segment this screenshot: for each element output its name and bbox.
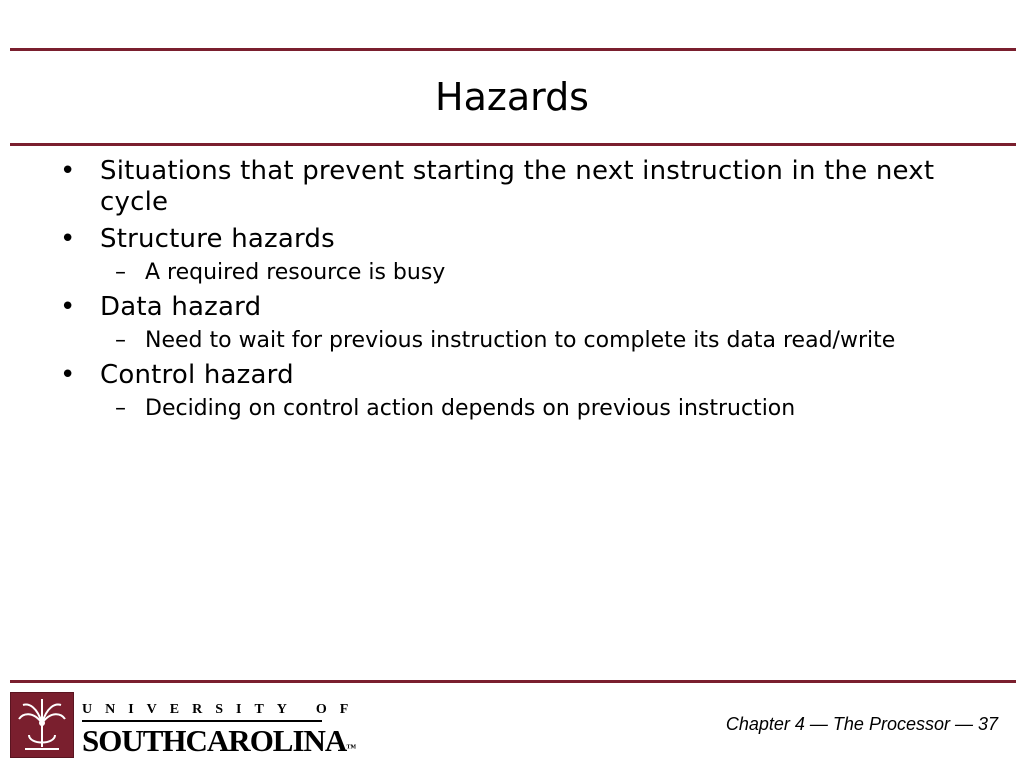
slide-title: Hazards [435, 75, 589, 119]
dash-icon: – [115, 396, 126, 421]
bullet-icon: • [60, 224, 76, 254]
sub-bullet-text: Need to wait for previous instruction to complete its data read/write [145, 328, 896, 353]
sub-bullet-item [60, 395, 960, 422]
bullet-icon: • [60, 156, 76, 186]
top-divider [10, 48, 1016, 51]
bullet-item [60, 360, 960, 391]
wordmark-main: SOUTHCAROLINA™ [82, 723, 356, 758]
title-divider [10, 143, 1016, 146]
sub-bullet-text: Deciding on control action depends on previous instruction [145, 396, 796, 421]
bullet-text: Situations that prevent starting the next instruction in the next cycle [100, 156, 935, 217]
sub-bullet-item [60, 259, 960, 286]
bullet-item [60, 224, 960, 255]
sub-bullet-text: A required resource is busy [145, 260, 446, 285]
bullet-item [60, 156, 960, 218]
palmetto-logo-icon [10, 692, 74, 758]
bullet-text: Control hazard [100, 360, 294, 390]
dash-icon: – [115, 260, 126, 285]
footer-divider [10, 680, 1016, 683]
bullet-text: Structure hazards [100, 224, 335, 254]
university-line: UNIVERSITY OF [82, 702, 362, 717]
bullet-icon: • [60, 292, 76, 322]
sub-bullet-item [60, 327, 960, 354]
bullet-icon: • [60, 360, 76, 390]
bullet-list [60, 156, 960, 422]
dash-icon: – [115, 328, 126, 353]
slide-footer-caption: Chapter 4 — The Processor — 37 [725, 714, 998, 734]
bullet-item [60, 292, 960, 323]
university-wordmark [82, 702, 361, 765]
bullet-text: Data hazard [100, 292, 262, 322]
wordmark-rule [82, 720, 322, 722]
